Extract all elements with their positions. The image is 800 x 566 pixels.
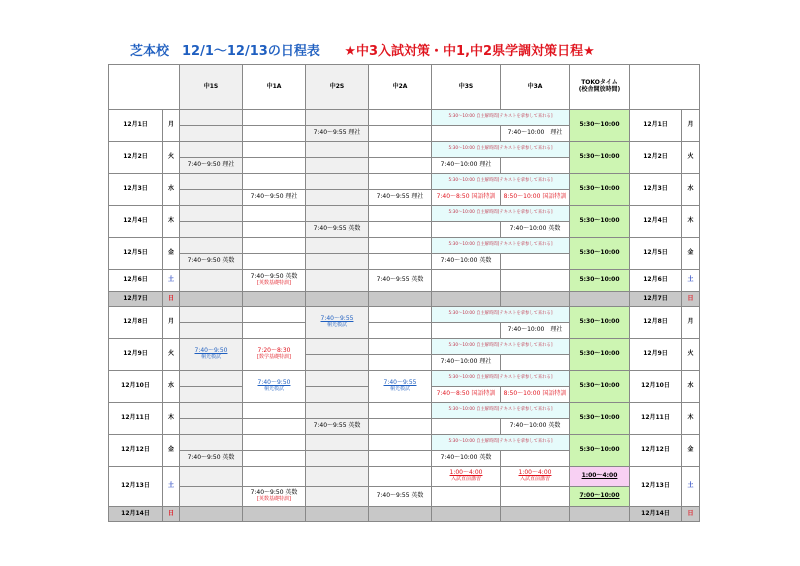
class-time: 1:00〜4:00	[518, 469, 552, 477]
dow-cell: 火	[163, 142, 180, 174]
date-cell-right: 12月1日	[630, 110, 682, 142]
class-cell: 7:40〜10:00 英数	[432, 451, 501, 467]
self-study-note: 5:30〜10:00 自主解時間[テキストを拿参して来れる]	[432, 238, 570, 254]
class-cell: 7:40〜9:55 英数	[306, 419, 369, 435]
class-cell	[369, 371, 432, 403]
class-cell: 7:40〜9:55 理社	[369, 190, 432, 206]
dow-cell: 水	[163, 174, 180, 206]
date-cell-right: 12月12日	[630, 435, 682, 467]
dow-cell-right: 火	[682, 142, 700, 174]
class-cell: 7:40〜8:50 国語特訓	[432, 190, 501, 206]
class-note: 桐光模試	[263, 386, 284, 393]
dow-cell-right: 月	[682, 110, 700, 142]
dow-cell: 金	[163, 435, 180, 467]
class-cell	[501, 467, 570, 487]
table-row	[109, 292, 700, 307]
class-cell	[243, 339, 306, 371]
dow-cell: 月	[163, 307, 180, 339]
class-note: 桐光模試	[389, 386, 410, 393]
dow-cell-right: 金	[682, 238, 700, 270]
dow-cell-right: 金	[682, 435, 700, 467]
header-row	[109, 65, 700, 110]
toko-title: TOKOタイム	[581, 79, 618, 87]
date-cell: 12月12日	[109, 435, 163, 467]
self-study-note: 5:30〜10:00 自主解時間[テキストを拿参して来れる]	[432, 371, 570, 387]
date-cell: 12月8日	[109, 307, 163, 339]
col-toko	[570, 65, 630, 110]
dow-cell: 土	[163, 270, 180, 292]
self-study-note: 5:30〜10:00 自主解時間[テキストを拿参して来れる]	[432, 339, 570, 355]
class-note: [英数基礎特訓]	[257, 280, 291, 287]
col-c2a: 中2A	[369, 65, 432, 110]
col-c3s: 中3S	[432, 65, 501, 110]
toko-time: 5:30〜10:00	[570, 339, 630, 371]
toko-time: 5:30〜10:00	[570, 403, 630, 435]
table-row	[109, 339, 700, 355]
dow-cell-right: 土	[682, 270, 700, 292]
class-cell: 7:40〜9:55 英数	[369, 270, 432, 292]
page-title	[130, 40, 595, 59]
toko-time: 5:30〜10:00	[570, 435, 630, 467]
table-row	[109, 403, 700, 419]
date-cell-right: 12月8日	[630, 307, 682, 339]
class-time: 7:40〜9:50	[194, 347, 228, 355]
class-cell: 7:40〜10:00 英数	[432, 254, 501, 270]
header-blank	[109, 65, 180, 110]
class-time: 7:40〜9:50 英数	[250, 489, 298, 497]
class-time: 7:40〜9:55	[320, 315, 354, 323]
table-row	[109, 142, 700, 158]
class-cell	[243, 371, 306, 403]
toko-time: 7:00〜10:00	[570, 487, 630, 507]
self-study-note: 5:30〜10:00 自主解時間[テキストを拿参して来れる]	[432, 206, 570, 222]
dow-cell: 木	[163, 206, 180, 238]
dow-cell: 木	[163, 403, 180, 435]
class-cell	[306, 307, 369, 339]
dow-cell-right: 日	[682, 292, 700, 307]
class-cell: 7:40〜9:50 理社	[180, 158, 243, 174]
dow-cell: 火	[163, 339, 180, 371]
dow-cell: 月	[163, 110, 180, 142]
table-row	[109, 174, 700, 190]
col-c1a: 中1A	[243, 65, 306, 110]
date-cell-right: 12月11日	[630, 403, 682, 435]
dow-cell-right: 水	[682, 371, 700, 403]
class-note: 桐光模試	[326, 322, 347, 329]
class-cell: 7:40〜10:00 英数	[501, 419, 570, 435]
date-cell-right: 12月6日	[630, 270, 682, 292]
class-cell: 7:40〜9:50 英数	[180, 451, 243, 467]
date-cell: 12月13日	[109, 467, 163, 507]
date-cell: 12月10日	[109, 371, 163, 403]
date-cell: 12月5日	[109, 238, 163, 270]
class-time: 7:40〜9:50 英数	[250, 273, 298, 281]
class-note: 桐光模試	[200, 354, 221, 361]
title-school: 芝本校 12/1〜12/13の日程表	[130, 44, 320, 59]
date-cell: 12月6日	[109, 270, 163, 292]
date-cell-right: 12月13日	[630, 467, 682, 507]
dow-cell: 土	[163, 467, 180, 507]
class-cell	[432, 467, 501, 487]
table-row	[109, 371, 700, 387]
self-study-note: 5:30〜10:00 自主解時間[テキストを拿参して来れる]	[432, 435, 570, 451]
date-cell-right: 12月2日	[630, 142, 682, 174]
class-cell: 7:40〜9:55 英数	[369, 487, 432, 507]
date-cell: 12月14日	[109, 507, 163, 522]
table-row	[109, 110, 700, 126]
class-cell: 8:50〜10:00 国語特訓	[501, 190, 570, 206]
col-c2s: 中2S	[306, 65, 369, 110]
class-cell: 7:40〜9:50 英数	[180, 254, 243, 270]
dow-cell-right: 木	[682, 206, 700, 238]
date-cell-right: 12月9日	[630, 339, 682, 371]
dow-cell-right: 火	[682, 339, 700, 371]
class-cell	[243, 270, 306, 292]
toko-time: 5:30〜10:00	[570, 206, 630, 238]
toko-time: 5:30〜10:00	[570, 270, 630, 292]
table-row	[109, 206, 700, 222]
col-c1s: 中1S	[180, 65, 243, 110]
class-cell: 7:40〜10:00 理社	[501, 323, 570, 339]
dow-cell: 金	[163, 238, 180, 270]
toko-time: 5:30〜10:00	[570, 371, 630, 403]
class-time: 7:40〜9:55	[383, 379, 417, 387]
dow-cell-right: 木	[682, 403, 700, 435]
class-cell: 7:40〜9:50 理社	[243, 190, 306, 206]
self-study-note: 5:30〜10:00 自主解時間[テキストを拿参して来れる]	[432, 142, 570, 158]
dow-cell-right: 水	[682, 174, 700, 206]
table-row	[109, 238, 700, 254]
self-study-note: 5:30〜10:00 自主解時間[テキストを拿参して来れる]	[432, 110, 570, 126]
class-note: 入試直前講習	[450, 476, 481, 483]
class-time: 1:00〜4:00	[449, 469, 483, 477]
self-study-note: 5:30〜10:00 自主解時間[テキストを拿参して来れる]	[432, 307, 570, 323]
class-cell: 7:40〜10:00 理社	[432, 158, 501, 174]
dow-cell: 日	[163, 292, 180, 307]
toko-time: 5:30〜10:00	[570, 307, 630, 339]
class-cell: 7:40〜9:55 英数	[306, 222, 369, 238]
date-cell: 12月9日	[109, 339, 163, 371]
date-cell-right: 12月10日	[630, 371, 682, 403]
toko-time: 5:30〜10:00	[570, 110, 630, 142]
dow-cell-right: 日	[682, 507, 700, 522]
dow-cell: 水	[163, 371, 180, 403]
date-cell-right: 12月14日	[630, 507, 682, 522]
class-cell: 7:40〜10:00 理社	[501, 126, 570, 142]
table-row	[109, 467, 700, 487]
class-note: 入試直前講習	[519, 476, 550, 483]
toko-time: 5:30〜10:00	[570, 238, 630, 270]
class-cell: 7:40〜8:50 国語特訓	[432, 387, 501, 403]
class-cell: 7:40〜10:00 英数	[501, 222, 570, 238]
class-time: 7:20〜8:30	[257, 347, 291, 355]
dow-cell-right: 土	[682, 467, 700, 507]
date-cell: 12月11日	[109, 403, 163, 435]
table-row	[109, 435, 700, 451]
date-cell: 12月2日	[109, 142, 163, 174]
date-cell: 12月3日	[109, 174, 163, 206]
toko-subtitle: (校舎開放時間)	[578, 86, 621, 93]
class-time: 7:40〜9:50	[257, 379, 291, 387]
self-study-note: 5:30〜10:00 自主解時間[テキストを拿参して来れる]	[432, 403, 570, 419]
table-row	[109, 487, 700, 507]
col-c3a: 中3A	[501, 65, 570, 110]
class-cell	[243, 487, 306, 507]
class-cell	[180, 339, 243, 371]
class-note: [英数基礎特訓]	[257, 496, 291, 503]
toko-time: 1:00〜4:00	[570, 467, 630, 487]
date-cell-right: 12月3日	[630, 174, 682, 206]
title-subtitle: ★中3入試対策・中1,中2県学調対策日程★	[344, 44, 595, 59]
class-cell: 7:40〜10:00 理社	[432, 355, 501, 371]
date-cell: 12月7日	[109, 292, 163, 307]
header-blank-right	[630, 65, 700, 110]
table-row	[109, 270, 700, 292]
date-cell-right: 12月5日	[630, 238, 682, 270]
schedule-table	[108, 64, 700, 522]
dow-cell: 日	[163, 507, 180, 522]
class-cell: 8:50〜10:00 国語特訓	[501, 387, 570, 403]
self-study-note: 5:30〜10:00 自主解時間[テキストを拿参して来れる]	[432, 174, 570, 190]
toko-time: 5:30〜10:00	[570, 142, 630, 174]
table-row	[109, 507, 700, 522]
date-cell-right: 12月4日	[630, 206, 682, 238]
class-cell: 7:40〜9:55 理社	[306, 126, 369, 142]
toko-time: 5:30〜10:00	[570, 174, 630, 206]
date-cell: 12月1日	[109, 110, 163, 142]
date-cell-right: 12月7日	[630, 292, 682, 307]
table-row	[109, 307, 700, 323]
dow-cell-right: 月	[682, 307, 700, 339]
class-note: [数学基礎特訓]	[257, 354, 291, 361]
date-cell: 12月4日	[109, 206, 163, 238]
